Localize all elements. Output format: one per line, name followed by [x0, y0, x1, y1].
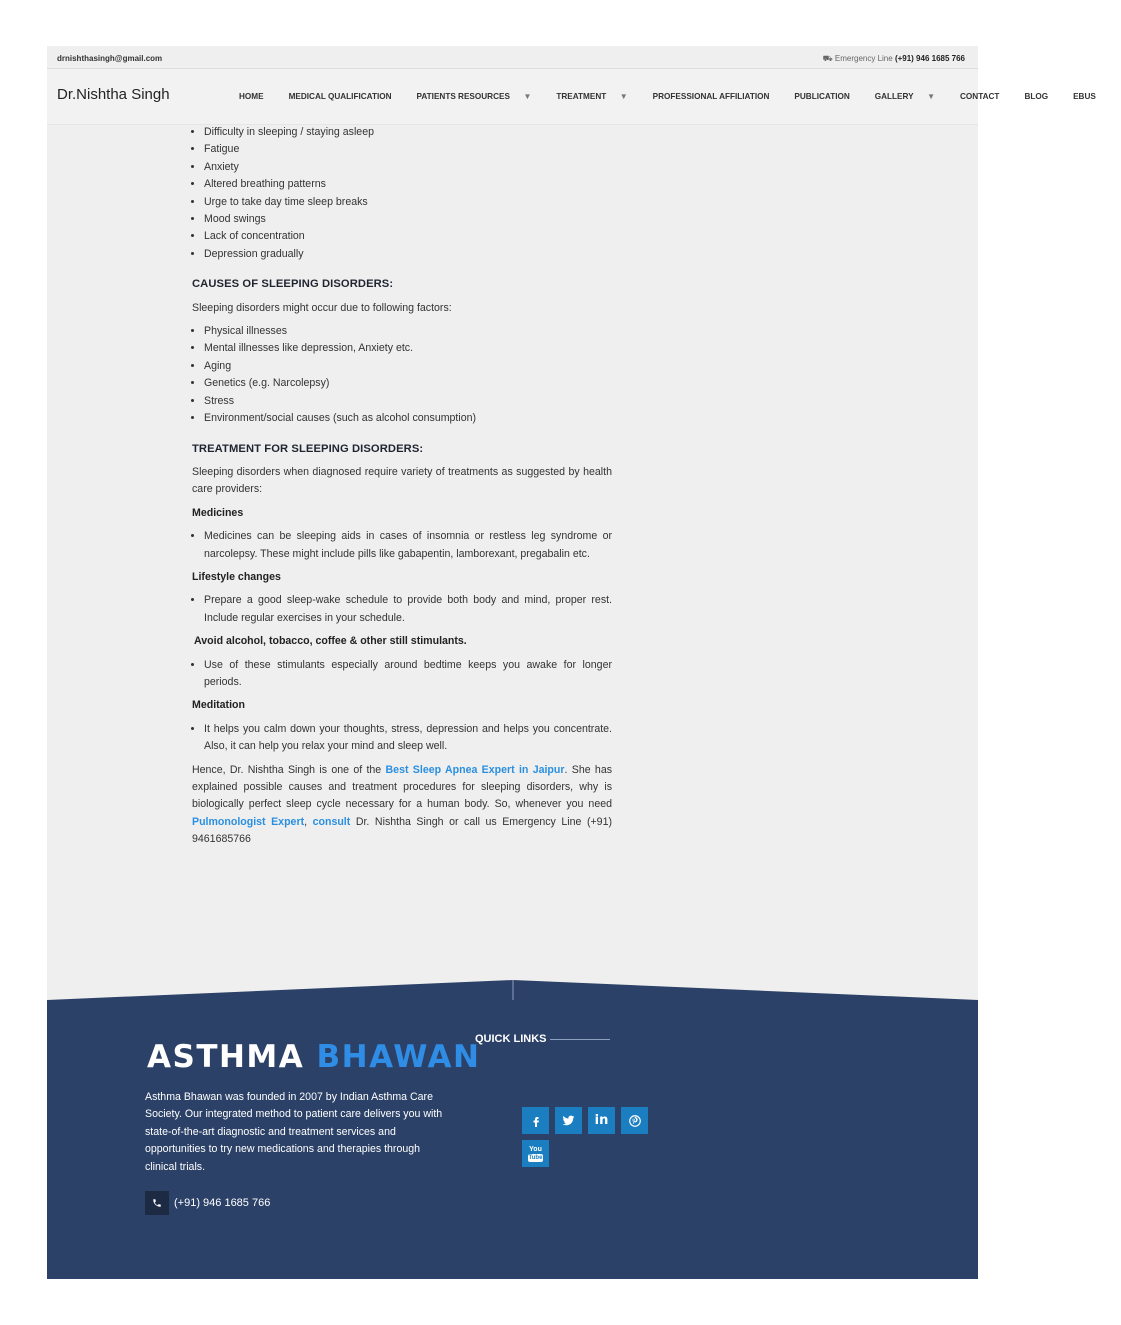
- footer-phone-number: (+91) 946 1685 766: [174, 1197, 271, 1209]
- divider: [550, 1039, 610, 1040]
- lifestyle-heading: Lifestyle changes: [192, 570, 281, 583]
- list-item: • Use of these stimulants especially around bedtime keeps you awake for longer periods.: [204, 657, 612, 692]
- closing-paragraph: Hence, Dr. Nishtha Singh is one of the Best Sleep Apnea Expert in Jaipur. She has explained possible causes and treatment procedures for sleeping disorders, why is biologically perfect sleep cycle necessary for a human body. So, whenever you need Pulmonologist Expert, consult Dr. Nishtha Singh or call us Emergency Line (+91) 9461685766: [192, 763, 613, 846]
- list-item: • Stress: [204, 393, 612, 410]
- nav-medical-qualification[interactable]: MEDICAL QUALIFICATION: [288, 92, 392, 101]
- medicines-list: [192, 528, 612, 563]
- nav-blog[interactable]: BLOG: [1024, 92, 1049, 101]
- list-item: • Fatigue: [204, 141, 612, 158]
- avoid-list: [192, 657, 612, 692]
- brand-logo[interactable]: Dr.Nishtha Singh: [57, 86, 170, 103]
- linkedin-icon[interactable]: in: [588, 1107, 615, 1134]
- list-item: • Altered breathing patterns: [204, 176, 612, 193]
- causes-heading: CAUSES OF SLEEPING DISORDERS:: [192, 278, 394, 291]
- treatment-heading: TREATMENT FOR SLEEPING DISORDERS:: [192, 442, 424, 455]
- list-item: • Lack of concentration: [204, 228, 612, 245]
- list-item: • Urge to take day time sleep breaks: [204, 194, 612, 211]
- email-link[interactable]: drnishthasingh@gmail.com: [57, 54, 163, 63]
- meditation-heading: Meditation: [192, 699, 245, 712]
- nav-gallery[interactable]: GALLERY ▼: [874, 92, 936, 101]
- nav-home[interactable]: HOME: [239, 92, 264, 101]
- nav-ebus[interactable]: EBUS: [1073, 92, 1096, 101]
- emergency-number: (+91) 946 1685 766: [894, 54, 965, 63]
- list-item: • Prepare a good sleep-wake schedule to provide both body and mind, proper rest. Include regular exercises in your schedule.: [204, 592, 612, 627]
- list-item: • Anxiety: [204, 159, 612, 176]
- list-item: • Difficulty in sleeping / staying asleep: [204, 124, 612, 141]
- main-nav: [239, 92, 1121, 101]
- symptoms-list: [192, 124, 612, 263]
- nav-patients-resources[interactable]: PATIENTS RESOURCES ▼: [416, 92, 532, 101]
- article-content: [192, 124, 612, 849]
- youtube-icon[interactable]: You Tube: [522, 1140, 549, 1167]
- quick-links-title: QUICK LINKS: [475, 1033, 610, 1045]
- site-header: [47, 69, 1096, 125]
- nav-contact[interactable]: CONTACT: [960, 92, 1000, 101]
- top-bar: [47, 46, 978, 69]
- footer-about-text: Asthma Bhawan was founded in 2007 by Indian Asthma Care Society. Our integrated method to patient care delivers you with state-of-the-art diagnostic and treatment services and opportunities to try new medications and therapies through clinical trials.: [145, 1091, 443, 1173]
- list-item: • It helps you calm down your thoughts, stress, depression and helps you concentrate. Also, it can help you relax your mind and sleep well.: [204, 721, 612, 756]
- facebook-icon[interactable]: [522, 1107, 549, 1134]
- list-item: • Medicines can be sleeping aids in cases of insomnia or restless leg syndrome or narcolepsy. These might include pills like gabapentin, lamborexant, pregabalin etc.: [204, 528, 612, 563]
- pulmonologist-expert-link[interactable]: Pulmonologist Expert: [192, 815, 305, 828]
- list-item: • Mood swings: [204, 211, 612, 228]
- emergency-label: Emergency Line: [834, 54, 893, 63]
- asthma-bhawan-logo[interactable]: ASTHMA BHAWAN: [147, 1039, 481, 1075]
- phone-icon: [145, 1191, 169, 1215]
- nav-professional-affiliation[interactable]: PROFESSIONAL AFFILIATION: [652, 92, 770, 101]
- chevron-down-icon: ▼: [619, 92, 628, 101]
- meditation-list: [192, 721, 612, 756]
- ambulance-icon: ⛟: [822, 54, 833, 63]
- list-item: • Mental illnesses like depression, Anxiety etc.: [204, 340, 612, 357]
- nav-treatment[interactable]: TREATMENT ▼: [556, 92, 628, 101]
- avoid-heading: Avoid alcohol, tobacco, coffee & other still stimulants.: [194, 635, 467, 648]
- medicines-heading: Medicines: [192, 506, 244, 519]
- consult-link[interactable]: consult: [312, 815, 351, 828]
- list-item: • Physical illnesses: [204, 323, 612, 340]
- list-item: • Aging: [204, 358, 612, 375]
- footer-phone[interactable]: [145, 1191, 270, 1215]
- twitter-icon[interactable]: [555, 1107, 582, 1134]
- list-item: • Genetics (e.g. Narcolepsy): [204, 375, 612, 392]
- list-item: • Depression gradually: [204, 246, 612, 263]
- pinterest-icon[interactable]: [621, 1107, 648, 1134]
- sleep-apnea-expert-link[interactable]: Best Sleep Apnea Expert in Jaipur: [385, 763, 565, 776]
- causes-intro: Sleeping disorders might occur due to following factors:: [192, 301, 452, 314]
- chevron-down-icon: ▼: [523, 92, 532, 101]
- nav-publication[interactable]: PUBLICATION: [794, 92, 850, 101]
- emergency-line[interactable]: [823, 54, 965, 64]
- causes-list: [192, 323, 612, 427]
- treatment-intro: Sleeping disorders when diagnosed require variety of treatments as suggested by health care providers:: [192, 465, 612, 496]
- lifestyle-list: [192, 592, 612, 627]
- list-item: • Environment/social causes (such as alcohol consumption): [204, 410, 612, 427]
- chevron-down-icon: ▼: [927, 92, 936, 101]
